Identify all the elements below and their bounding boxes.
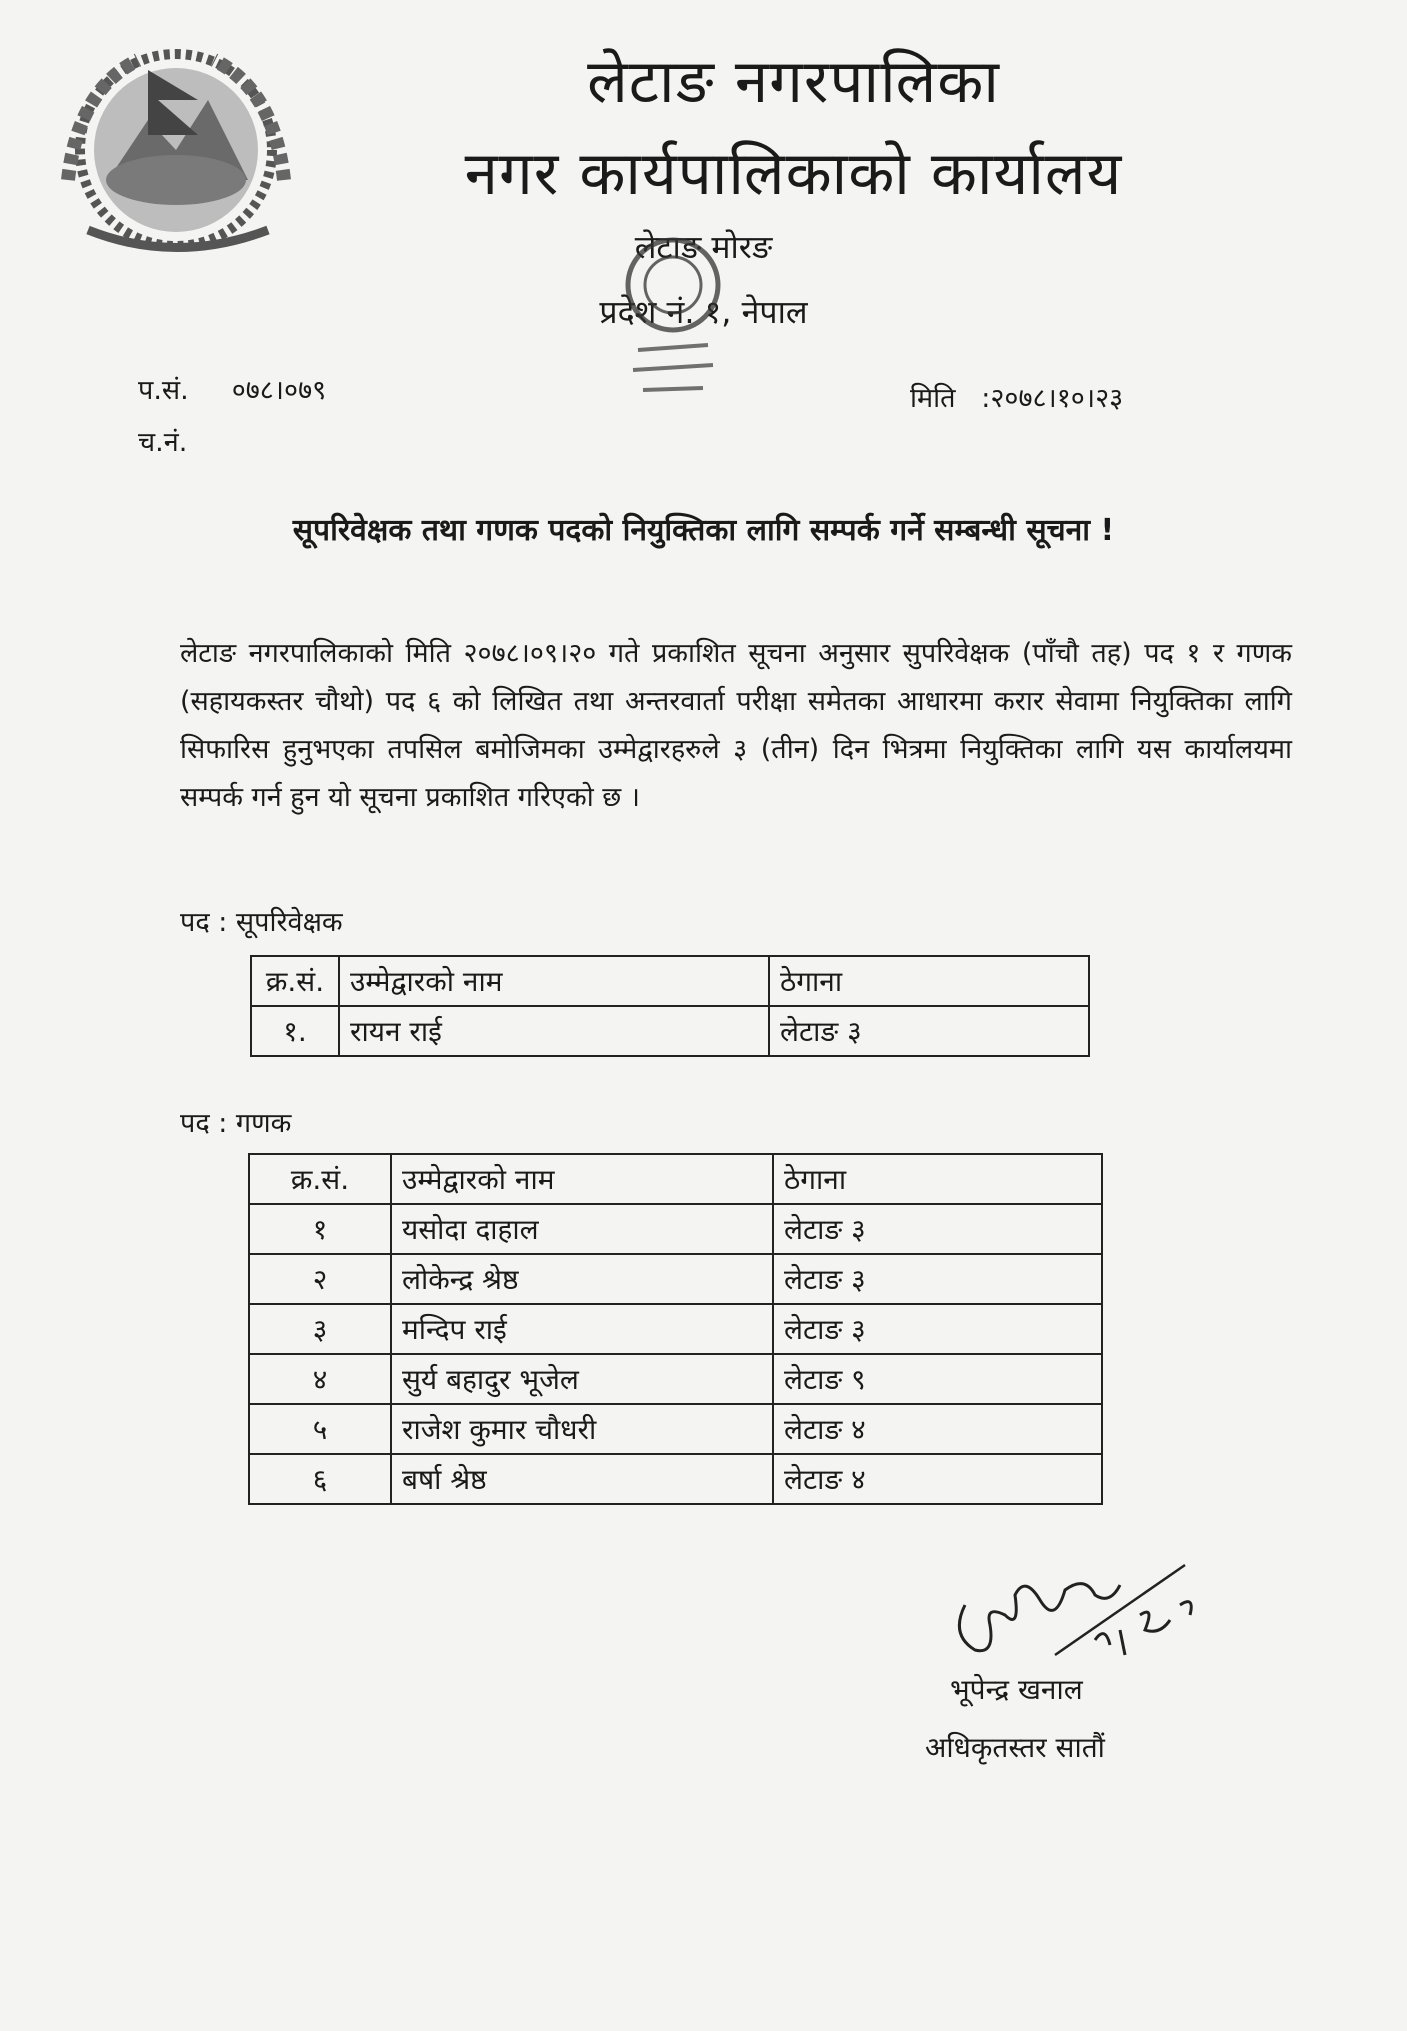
table-row bbox=[249, 1454, 1102, 1504]
date-label: मिति bbox=[910, 383, 956, 414]
municipality-name: लेटाङ नगरपालिका bbox=[587, 47, 1000, 117]
name-cell: मन्दिप राई bbox=[391, 1304, 773, 1354]
office-province: प्रदेश नं. १, नेपाल bbox=[599, 293, 808, 331]
signatory-title: अधिकृतस्तर सातौं bbox=[925, 1731, 1105, 1764]
reference-ps-label: प.सं. bbox=[138, 375, 189, 406]
address-cell: लेटाङ ४ bbox=[773, 1454, 1102, 1504]
serial-cell: १ bbox=[249, 1204, 391, 1254]
address-cell: लेटाङ ९ bbox=[773, 1354, 1102, 1404]
reference-number bbox=[138, 370, 326, 407]
table-row bbox=[251, 1006, 1089, 1056]
notice-body: लेटाङ नगरपालिकाको मिति २०७८।०९।२० गते प्रकाशित सूचना अनुसार सुपरिवेक्षक (पाँचौ तह) पद १ र गणक (सहायकस्तर चौथो) पद ६ को लिखित तथा अन्तरवार्ता परीक्षा समेतका आधारमा करार सेवामा नियुक्तिका लागि सिफारिस हुनुभएका तपसिल बमोजिमका उम्मेद्वारहरुले ३ (तीन) दिन भित्रमा नियुक्तिका लागि यस कार्यालयमा सम्पर्क गर्न हुन यो सूचना प्रकाशित गरिएको छ । bbox=[180, 638, 1292, 813]
column-header: ठेगाना bbox=[769, 956, 1089, 1006]
enumerator-table bbox=[248, 1153, 1103, 1505]
table-row bbox=[249, 1404, 1102, 1454]
column-header: उम्मेद्वारको नाम bbox=[391, 1154, 773, 1204]
table-row bbox=[249, 1304, 1102, 1354]
office-stamp-icon bbox=[598, 230, 748, 420]
column-header: उम्मेद्वारको नाम bbox=[339, 956, 769, 1006]
address-cell: लेटाङ ४ bbox=[773, 1404, 1102, 1454]
address-cell: लेटाङ ३ bbox=[773, 1254, 1102, 1304]
date-value: :२०७८।१०।२३ bbox=[981, 383, 1124, 414]
serial-cell: २ bbox=[249, 1254, 391, 1304]
serial-cell: ३ bbox=[249, 1304, 391, 1354]
office-name: नगर कार्यपालिकाको कार्यालय bbox=[464, 139, 1123, 209]
table-row bbox=[249, 1354, 1102, 1404]
table-header-row bbox=[251, 956, 1089, 1006]
name-cell: यसोदा दाहाल bbox=[391, 1204, 773, 1254]
column-header: क्र.सं. bbox=[251, 956, 339, 1006]
serial-cell: ६ bbox=[249, 1454, 391, 1504]
section-enumerator-label: पद : गणक bbox=[180, 1108, 292, 1139]
table-header-row bbox=[249, 1154, 1102, 1204]
date bbox=[910, 378, 1123, 415]
name-cell: लोकेन्द्र श्रेष्ठ bbox=[391, 1254, 773, 1304]
name-cell: राजेश कुमार चौधरी bbox=[391, 1404, 773, 1454]
address-cell: लेटाङ ३ bbox=[773, 1304, 1102, 1354]
signatory-name: भूपेन्द्र खनाल bbox=[950, 1673, 1083, 1706]
serial-cell: ५ bbox=[249, 1404, 391, 1454]
office-location: लेटाङ मोरङ bbox=[634, 228, 773, 266]
serial-cell: ४ bbox=[249, 1354, 391, 1404]
column-header: ठेगाना bbox=[773, 1154, 1102, 1204]
dispatch-number-label: च.नं. bbox=[138, 427, 188, 458]
column-header: क्र.सं. bbox=[249, 1154, 391, 1204]
name-cell: बर्षा श्रेष्ठ bbox=[391, 1454, 773, 1504]
table-row bbox=[249, 1254, 1102, 1304]
address-cell: लेटाङ ३ bbox=[769, 1006, 1089, 1056]
name-cell: रायन राई bbox=[339, 1006, 769, 1056]
notice-subject: सूपरिवेक्षक तथा गणक पदको नियुक्तिका लागि सम्पर्क गर्ने सम्बन्धी सूचना ! bbox=[292, 513, 1115, 548]
name-cell: सुर्य बहादुर भूजेल bbox=[391, 1354, 773, 1404]
table-row bbox=[249, 1204, 1102, 1254]
reference-ps-value: ०७८।०७९ bbox=[231, 375, 327, 406]
address-cell: लेटाङ ३ bbox=[773, 1204, 1102, 1254]
section-supervisor-label: पद : सूपरिवेक्षक bbox=[180, 907, 343, 938]
serial-cell: १. bbox=[251, 1006, 339, 1056]
supervisor-table bbox=[250, 955, 1090, 1057]
signature-icon bbox=[945, 1545, 1225, 1685]
